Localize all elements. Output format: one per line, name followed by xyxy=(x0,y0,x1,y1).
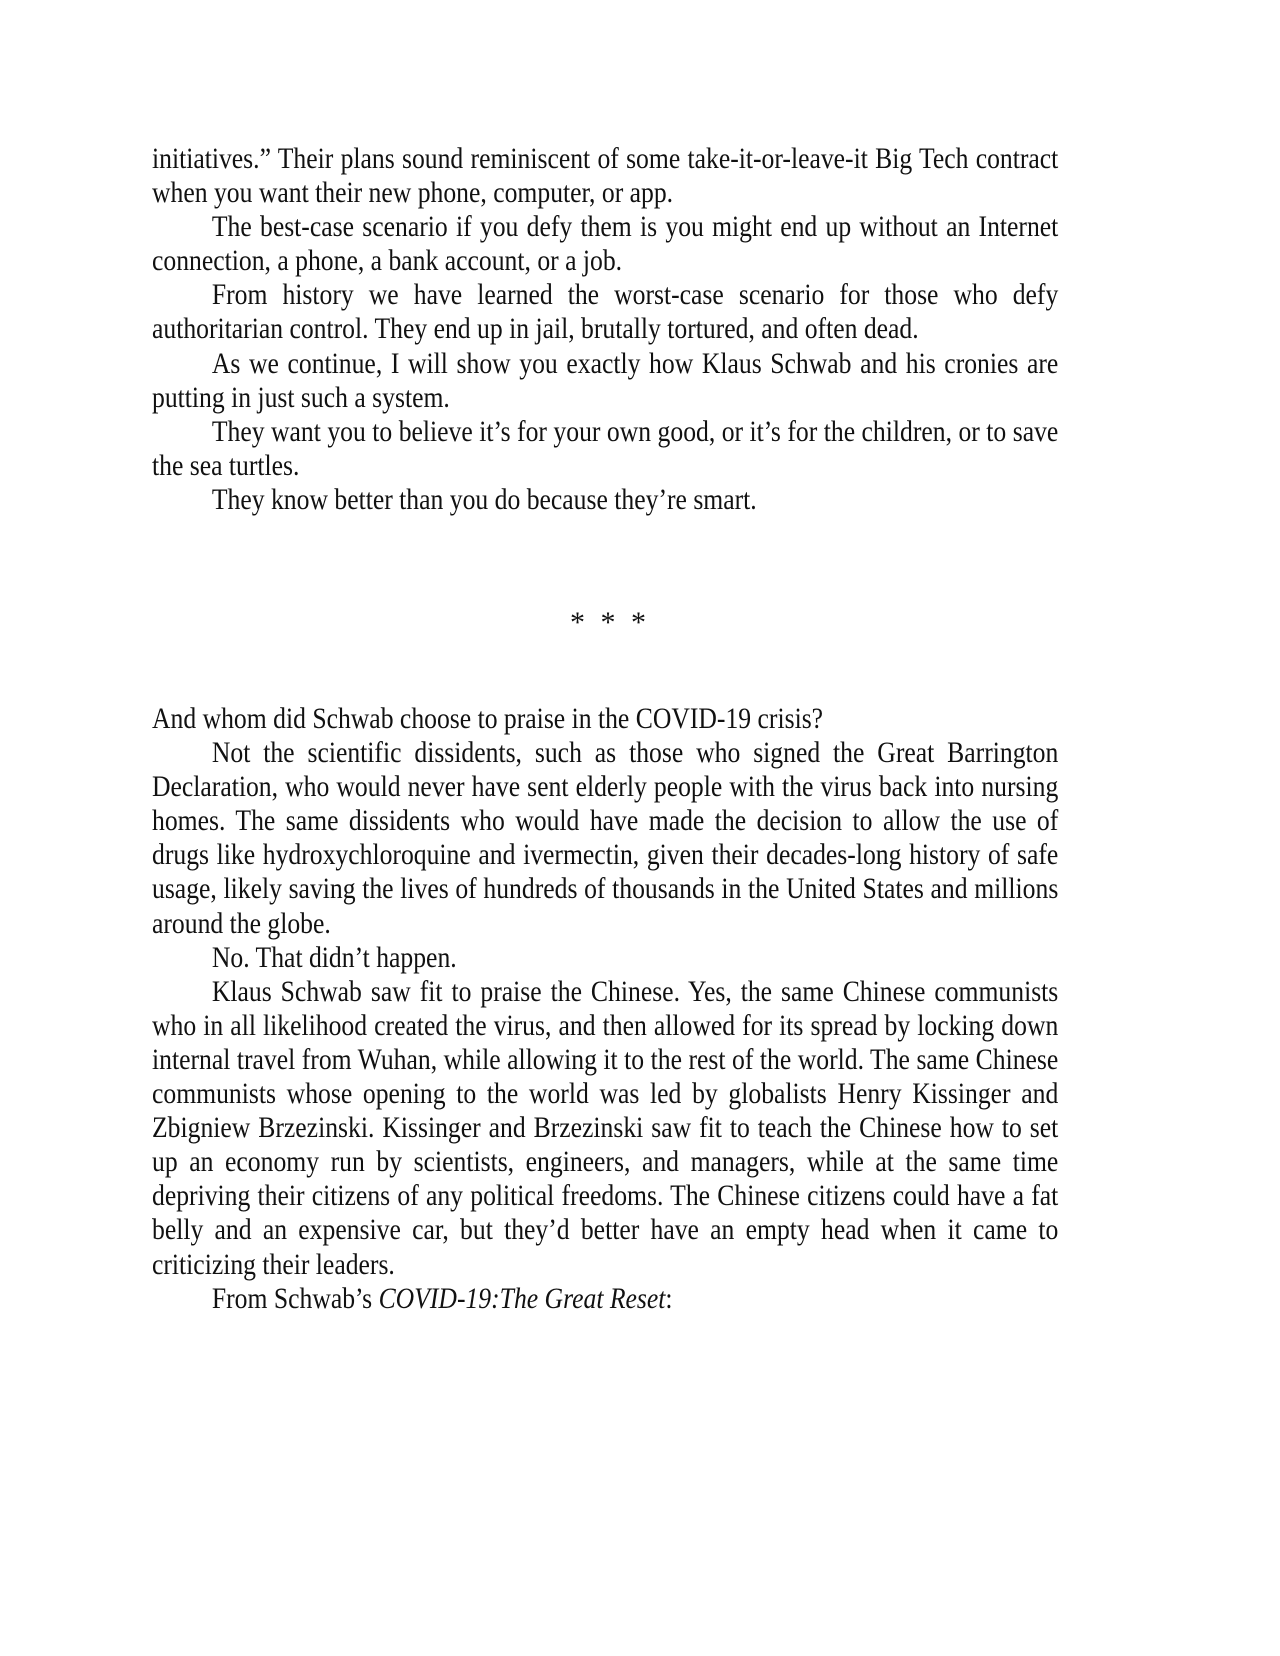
citation-paragraph xyxy=(152,1282,1058,1316)
citation-prefix: From Schwab’s xyxy=(211,1281,379,1315)
section-separator xyxy=(0,606,1280,640)
paragraph: They want you to believe it’s for your own good, or it’s for the children, or to save the sea turtles. xyxy=(152,414,1059,482)
paragraph: From history we have learned the worst-case scenario for those who defy authoritarian control. They end up in jail, brutally tortured, and often dead. xyxy=(152,278,1059,346)
text-section-2 xyxy=(152,702,1058,1316)
book-title: COVID-19:The Great Reset xyxy=(378,1281,666,1315)
citation-suffix: : xyxy=(665,1281,673,1315)
text-section-1 xyxy=(152,142,1058,517)
paragraph: No. That didn’t happen. xyxy=(211,940,457,974)
paragraph: The best-case scenario if you defy them is you might end up without an Internet connection, a phone, a bank account, or a job. xyxy=(152,210,1059,278)
separator-asterisks: * * * xyxy=(570,606,650,639)
paragraph: Not the scientific dissidents, such as those who signed the Great Barrington Declaration, who would never have sent elderly people with the virus back into nursing homes. The same dissidents who would have made the decision to allow the use of drugs like hydroxychloroquine and ivermectin, given their decades-long history of safe usage, likely saving the lives of hundreds of thousands in the United States and millions around the globe. xyxy=(152,736,1059,940)
paragraph: initiatives.” Their plans sound reminiscent of some take-it-or-leave-it Big Tech contract when you want their new phone, computer, or app. xyxy=(152,142,1059,210)
paragraph: They know better than you do because they’re smart. xyxy=(211,482,757,516)
paragraph: And whom did Schwab choose to praise in the COVID-19 crisis? xyxy=(152,702,824,735)
paragraph: As we continue, I will show you exactly how Klaus Schwab and his cronies are putting in just such a system. xyxy=(152,346,1059,414)
paragraph: Klaus Schwab saw fit to praise the Chinese. Yes, the same Chinese communists who in all likelihood created the virus, and then allowed for its spread by locking down internal travel from Wuhan, while allowing it to the rest of the world. The same Chinese communists whose opening to the world was led by globalists Henry Kissinger and Zbigniew Brzezinski. Kissinger and Brzezinski saw fit to teach the Chinese how to set up an economy run by scientists, engineers, and managers, while at the same time depriving their citizens of any political freedoms. The Chinese citizens could have a fat belly and an expensive car, but they’d better have an empty head when it came to criticizing their leaders. xyxy=(152,974,1059,1281)
